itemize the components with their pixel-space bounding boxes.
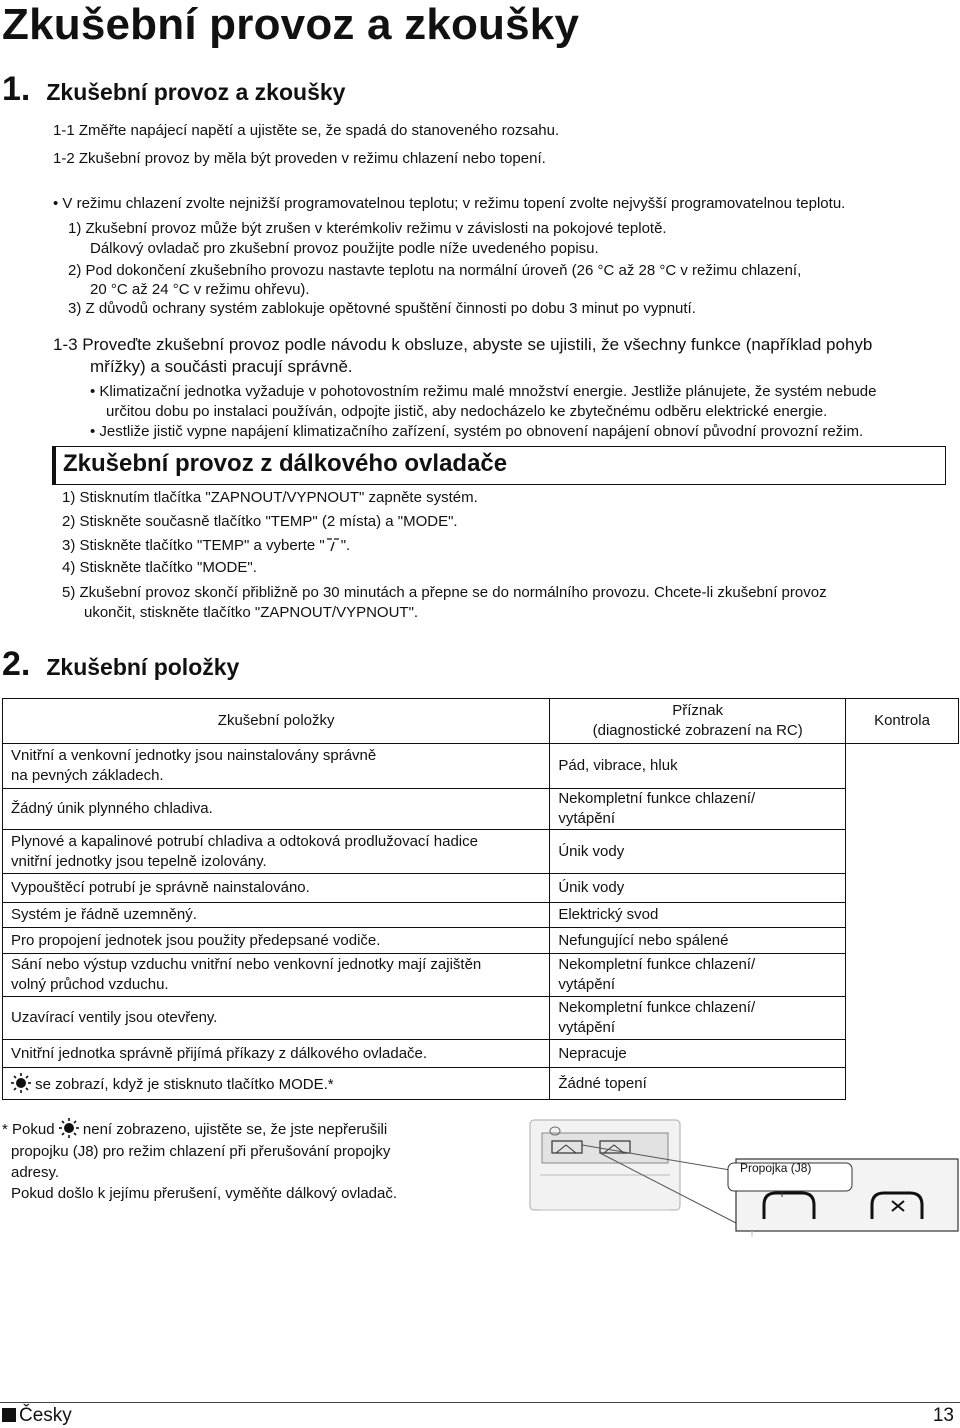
- cell-line: Žádný únik plynného chladiva.: [11, 800, 213, 817]
- cell-line: Plynové a kapalinové potrubí chladiva a odtoková prodlužovací hadice: [11, 832, 478, 850]
- remote-step-1: 1) Stisknutím tlačítka "ZAPNOUT/VYPNOUT" zapněte systém.: [62, 489, 478, 506]
- cell-line: Vypouštěcí potrubí je správně nainstalováno.: [11, 879, 310, 896]
- page-title: Zkušební provoz a zkoušky: [2, 0, 580, 49]
- symptom-cell: [550, 954, 846, 997]
- test-items-table: [2, 698, 959, 1100]
- symptom-cell: [550, 997, 846, 1040]
- section-2-heading: [2, 645, 239, 684]
- remote-test-heading-box: [52, 446, 946, 485]
- bullet-mode-temp: • V režimu chlazení zvolte nejnižší programovatelnou teplotu; v režimu topení zvolte nejvyšší programovatelnou teplotu.: [53, 195, 846, 212]
- cell-line: vytápění: [558, 976, 616, 993]
- header-check: Kontrola: [846, 699, 959, 744]
- header-test-items: Zkušební položky: [3, 699, 550, 744]
- cell-line: Nefungující nebo spálené: [558, 931, 729, 949]
- symptom-cell: [550, 903, 846, 928]
- jumper-label: Propojka (J8): [740, 1161, 812, 1175]
- test-item-cell: [3, 789, 550, 830]
- test-item-cell: [3, 744, 550, 789]
- note-1-line-2: Dálkový ovladač pro zkušební provoz použijte podle níže uvedeného popisu.: [90, 240, 599, 257]
- cell-line: Nekompletní funkce chlazení/: [558, 790, 756, 807]
- section-1-heading: [2, 70, 345, 109]
- table-row: [3, 1040, 959, 1068]
- cell-line: Systém je řádně uzemněný.: [11, 906, 197, 923]
- symptom-cell: [550, 830, 846, 874]
- remote-step-5-line-1: 5) Zkušební provoz skončí přibližně po 30 minutách a přepne se do normálního provozu. Chcete-li zkušební provoz: [62, 584, 827, 601]
- table-row: [3, 954, 959, 997]
- cell-line: vytápění: [558, 1019, 616, 1036]
- header-symptom-line-2: (diagnostické zobrazení na RC): [592, 722, 803, 739]
- test-item-cell: [3, 997, 550, 1040]
- table-row: [3, 744, 959, 789]
- remote-step-3-end: ".: [340, 537, 351, 554]
- cell-line: Pád, vibrace, hluk: [558, 757, 678, 774]
- table-row: [3, 1068, 959, 1100]
- cell-line: Uzavírací ventily jsou otevřeny.: [11, 1009, 218, 1026]
- footer-language-label: Česky: [19, 1405, 72, 1426]
- bullet-breaker: • Jestliže jistič vypne napájení klimatizačního zařízení, systém po obnovení napájení obnoví původní provozní režim.: [90, 423, 864, 440]
- table-row: [3, 830, 959, 874]
- square-bullet-icon: [2, 1408, 16, 1422]
- test-item-cell: [3, 1040, 550, 1068]
- cell-line: Únik vody: [558, 879, 625, 896]
- cell-line: Elektrický svod: [558, 906, 659, 923]
- bullet-standby-1: • Klimatizační jednotka vyžaduje v pohotovostním režimu malé množství energie. Jestliže plánujete, že systém nebude: [90, 383, 877, 400]
- cell-line: [11, 1073, 541, 1095]
- heading-rule: [52, 484, 946, 485]
- page-number: 13: [932, 1405, 954, 1426]
- step-1-1: 1-1 Změřte napájecí napětí a ujistěte se, že spadá do stanoveného rozsahu.: [53, 122, 560, 139]
- symptom-cell: [550, 874, 846, 903]
- cell-line: vytápění: [558, 810, 616, 827]
- heating-sun-icon: [11, 1073, 31, 1093]
- cell-line: vnitřní jednotky jsou tepelně izolovány.: [11, 852, 267, 870]
- test-item-cell: [3, 903, 550, 928]
- symptom-cell: [550, 744, 846, 789]
- section-1-number: 1.: [2, 70, 31, 108]
- footnote-prefix: * Pokud: [2, 1121, 59, 1138]
- step-1-3-line-2: mřížky) a součásti pracují správně.: [90, 357, 353, 376]
- header-symptom: [550, 699, 846, 744]
- remote-step-2: 2) Stiskněte současně tlačítko "TEMP" (2 místa) a "MODE".: [62, 513, 458, 530]
- note-1-line-1: 1) Zkušební provoz může být zrušen v kterémkoliv režimu v závislosti na pokojové teplotě.: [68, 220, 667, 237]
- symptom-cell: [550, 1040, 846, 1068]
- footnote-line-4: Pokud došlo k jejímu přerušení, vyměňte dálkový ovladač.: [11, 1185, 398, 1202]
- footnote-line-1: [2, 1118, 387, 1140]
- cell-line: Vnitřní a venkovní jednotky jsou nainstalovány správně: [11, 747, 377, 764]
- note-2-line-1: 2) Pod dokončení zkušebního provozu nastavte teplotu na normální úroveň (26 °C až 28 °C v režimu chlazení,: [68, 262, 802, 279]
- cell-line: Nepracuje: [558, 1044, 627, 1062]
- step-1-3-line-1: 1-3 Proveďte zkušební provoz podle návodu k obsluze, abyste se ujistili, že všechny funkce (například pohyb: [53, 335, 873, 354]
- footnote-line-3: adresy.: [11, 1164, 60, 1181]
- test-item-cell: [3, 830, 550, 874]
- cell-line: Sání nebo výstup vzduchu vnitřní nebo venkovní jednotky mají zajištěn: [11, 956, 482, 973]
- cell-line: Nekompletní funkce chlazení/: [558, 999, 756, 1016]
- section-2-number: 2.: [2, 645, 31, 683]
- table-row: [3, 997, 959, 1040]
- bullet-standby-2: určitou dobu po instalaci používán, odpojte jistič, aby nedocházelo ke zbytečnému odběru elektrické energie.: [106, 403, 828, 420]
- footnote-line-2: propojku (J8) pro režim chlazení při přerušování propojky: [11, 1143, 391, 1160]
- remote-step-5-line-2: ukončit, stiskněte tlačítko "ZAPNOUT/VYPNOUT".: [84, 604, 419, 621]
- test-item-cell: [3, 954, 550, 997]
- table-row: [3, 874, 959, 903]
- table-row: [3, 789, 959, 830]
- cell-text: se zobrazí, když je stisknuto tlačítko MODE.*: [35, 1075, 334, 1093]
- section-1-title: Zkušební provoz a zkoušky: [46, 79, 346, 105]
- footnote-rest: není zobrazeno, ujistěte se, že jste nepřerušili: [78, 1121, 388, 1138]
- section-2-title: Zkušební položky: [46, 654, 240, 680]
- remote-step-3: [62, 535, 350, 556]
- test-mode-symbol-icon: [325, 536, 341, 554]
- cell-line: Vnitřní jednotka správně přijímá příkazy z dálkového ovladače.: [11, 1044, 428, 1062]
- footer-rule: [0, 1402, 960, 1403]
- symptom-cell: [550, 928, 846, 954]
- cell-line: volný průchod vzduchu.: [11, 976, 169, 993]
- cell-line: na pevných základech.: [11, 767, 164, 784]
- cell-line: Pro propojení jednotek jsou použity předepsané vodiče.: [11, 931, 381, 949]
- test-item-cell: [3, 1068, 550, 1100]
- remote-step-4: 4) Stiskněte tlačítko "MODE".: [62, 559, 257, 576]
- cell-line: Žádné topení: [558, 1074, 647, 1092]
- note-3: 3) Z důvodů ochrany systém zablokuje opětovné spuštění činnosti po dobu 3 minut po vypnutí.: [68, 300, 696, 317]
- table-header-row: [3, 699, 959, 744]
- test-item-cell: [3, 928, 550, 954]
- table-row: [3, 928, 959, 954]
- table-row: [3, 903, 959, 928]
- header-symptom-line-1: Příznak: [672, 702, 724, 719]
- footer-language: [2, 1405, 72, 1427]
- symptom-cell: [550, 1068, 846, 1100]
- remote-step-3-text: 3) Stiskněte tlačítko "TEMP" a vyberte ": [62, 537, 325, 554]
- cell-line: Únik vody: [558, 842, 625, 860]
- test-item-cell: [3, 874, 550, 903]
- symptom-cell: [550, 789, 846, 830]
- cell-line: Nekompletní funkce chlazení/: [558, 956, 756, 973]
- jumper-j8-illustration: [520, 1115, 960, 1255]
- remote-test-heading: Zkušební provoz z dálkového ovladače: [63, 450, 508, 477]
- heating-sun-icon: [59, 1118, 79, 1138]
- step-1-2: 1-2 Zkušební provoz by měla být proveden v režimu chlazení nebo topení.: [53, 150, 546, 167]
- heading-accent-bar: [52, 446, 56, 484]
- note-2-line-2: 20 °C až 24 °C v režimu ohřevu).: [90, 281, 310, 298]
